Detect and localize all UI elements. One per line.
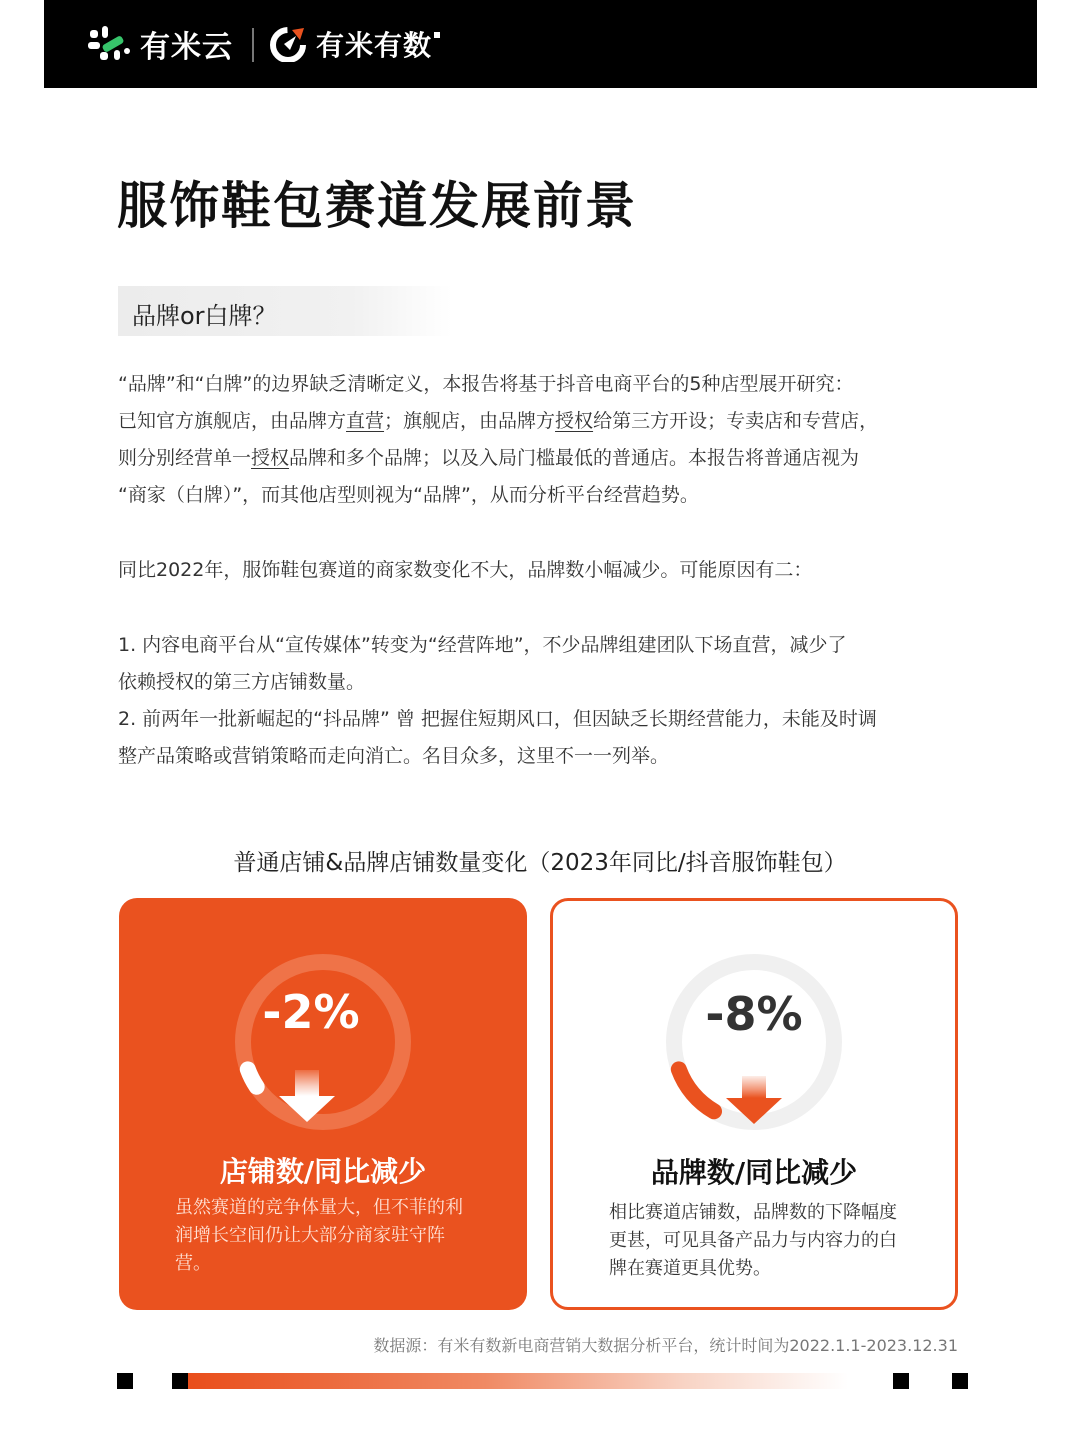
data-source-note: 数据源：有米有数新电商营销大数据分析平台，统计时间为2022.1.1-2023.12.31 (373, 1336, 958, 1355)
underlined-term: 直营 (346, 410, 385, 432)
footer-square (952, 1373, 968, 1389)
footer-gradient-bar (188, 1373, 848, 1389)
desc-line: 虽然赛道的竞争体量大，但不菲的利 (175, 1197, 463, 1218)
gauge-progress-arc (248, 1069, 257, 1086)
store-count-value: -2% (262, 985, 360, 1039)
reason-2-line: 2. 前两年一批新崛起的“抖品牌” 曾 把握住短期风口，但因缺乏长期经营能力，未能及时调 (118, 708, 877, 730)
reasons-list (118, 627, 968, 775)
youmi-cloud-logo-icon (88, 24, 134, 64)
gauge-progress-arc (679, 1069, 714, 1111)
reason-1-line: 依赖授权的第三方店铺数量。 (118, 671, 366, 693)
logo2-dot (434, 32, 440, 38)
footer-square (117, 1373, 133, 1389)
section-tag (118, 286, 452, 336)
infographic-title: 普通店铺&品牌店铺数量变化（2023年同比/抖音服饰鞋包） (233, 850, 847, 876)
underlined-term: 授权 (555, 410, 594, 432)
page-title: 服饰鞋包赛道发展前景 (117, 177, 637, 235)
brand-count-card (550, 898, 958, 1310)
store-count-description (175, 1194, 475, 1278)
footer-square (172, 1373, 188, 1389)
desc-line: 牌在赛道更具优势。 (609, 1258, 771, 1279)
store-count-card (119, 898, 527, 1310)
brand-count-gauge (654, 942, 854, 1142)
paragraph-summary: 同比2022年，服饰鞋包赛道的商家数变化不大，品牌数小幅减少。可能原因有二： (118, 559, 813, 581)
logo-divider (252, 28, 254, 62)
logo2-text: 有米有数 (316, 29, 433, 62)
store-count-heading: 店铺数/同比减少 (219, 1155, 427, 1188)
desc-line: 相比赛道店铺数，品牌数的下降幅度 (609, 1202, 897, 1223)
underlined-term: 授权 (251, 447, 290, 469)
youmi-data-logo (270, 22, 440, 66)
reason-2-line: 整产品策略或营销策略而走向消亡。名目众多，这里不一一列举。 (118, 745, 670, 767)
text-line: 已知官方旗舰店，由品牌方 (118, 410, 347, 432)
brand-count-value: -8% (705, 987, 803, 1041)
desc-line: 更甚，可见具备产品力与内容力的白 (609, 1230, 897, 1251)
text-line: ；旗舰店，由品牌方 (384, 410, 556, 432)
text-line: 则分别经营单一 (118, 447, 252, 469)
reason-1-line: 1. 内容电商平台从“宣传媒体”转变为“经营阵地”，不少品牌组建团队下场直营，减少了 (118, 634, 847, 656)
text-line: “商家（白牌）”，而其他店型则视为“品牌”，从而分析平台经营趋势。 (118, 484, 699, 506)
paragraph-intro (118, 366, 968, 514)
logo1-text: 有米云 (140, 30, 233, 65)
youmi-cloud-logo (88, 22, 233, 66)
brand-count-heading: 品牌数/同比减少 (650, 1156, 858, 1189)
section-tag-text: 品牌or白牌？ (132, 302, 277, 330)
store-count-gauge (223, 942, 423, 1142)
youmi-data-logo-icon (270, 26, 306, 62)
desc-line: 润增长空间仍让大部分商家驻守阵营。 (175, 1225, 445, 1274)
text-line: 给第三方开设；专卖店和专营店， (593, 410, 879, 432)
brand-count-description (609, 1199, 909, 1283)
footer-square (893, 1373, 909, 1389)
text-line: 品牌和多个品牌；以及入局门槛最低的普通店。本报告将普通店视为 (289, 447, 860, 469)
text-line: “品牌”和“白牌”的边界缺乏清晰定义，本报告将基于抖音电商平台的5种店型展开研究： (118, 373, 854, 395)
